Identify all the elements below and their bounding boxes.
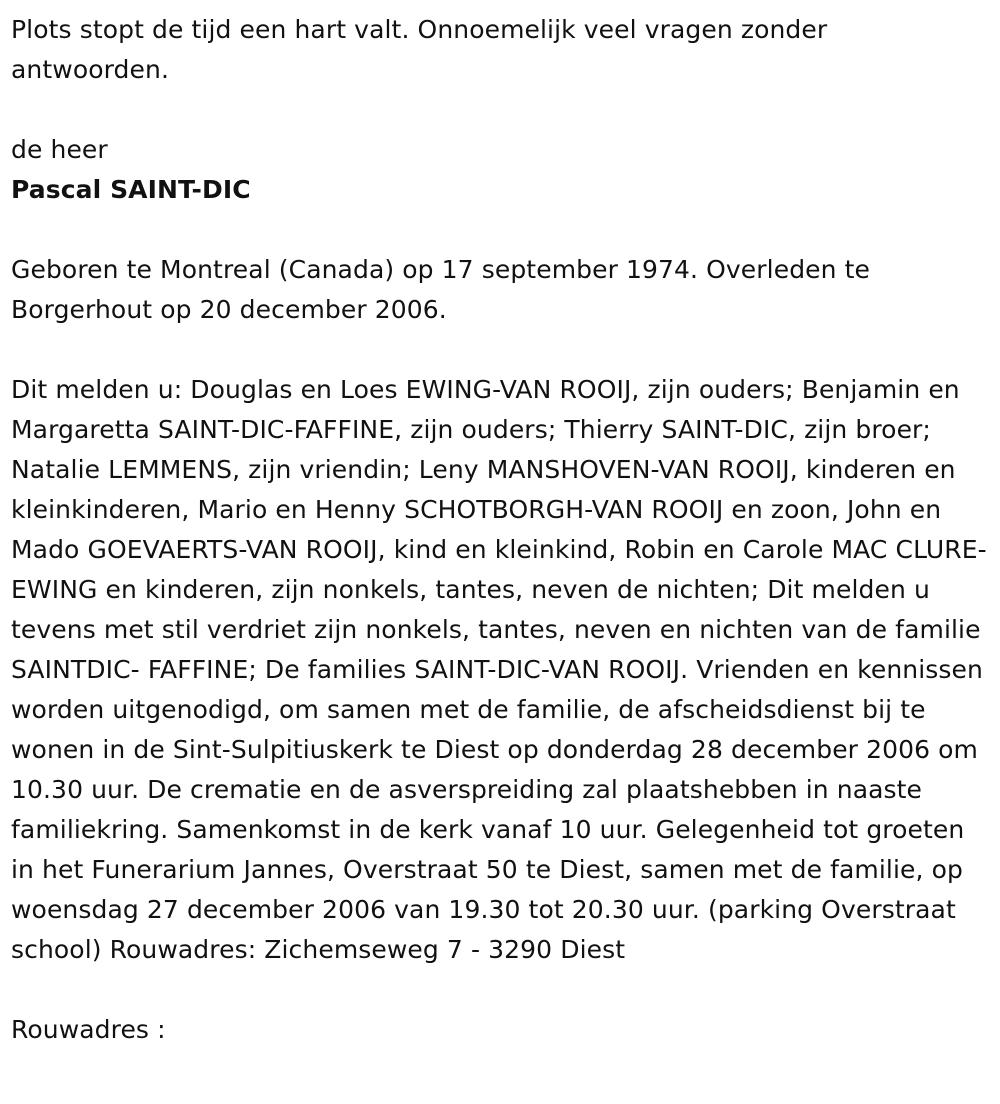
spacer [11, 210, 988, 250]
birth-death-text: Geboren te Montreal (Canada) op 17 september 1974. Overleden te Borgerhout op 20 december 2006. [11, 255, 871, 324]
spacer [11, 90, 988, 130]
announcement-text: Dit melden u: Douglas en Loes EWING-VAN ROOIJ, zijn ouders; Benjamin en Margaretta SAINT-DIC-FAFFINE, zijn ouders; Thierry SAINT-DIC, zijn broer; Natalie LEMMENS, zijn vriendin; Leny MANSHOVEN-VAN ROOIJ, kinderen en kleinkinderen, Mario en Henny SCHOTBORGH-VAN ROOIJ en zoon, John en Mado GOEVAERTS-VAN ROOIJ, kind en kleinkind, Robin en Carole MAC CLURE-EWING en kinderen, zijn nonkels, tantes, neven de nichten; Dit melden u tevens met stil verdriet zijn nonkels, tantes, neven en nichten van de familie SAINTDIC- FAFFINE; De families SAINT-DIC-VAN ROOIJ. Vrienden en kennissen worden uitgenodigd, om samen met de familie, de afscheidsdienst bij te wonen in de Sint-Sulpitiuskerk te Diest op donderdag 28 december 2006 om 10.30 uur. De crematie en de asverspreiding zal plaatshebben in naaste familiekring. Samenkomst in de kerk vanaf 10 uur. Gelegenheid tot groeten in het Funerarium Jannes, Overstraat 50 te Diest, samen met de familie, op woensdag 27 december 2006 van 19.30 tot 20.30 uur. (parking Overstraat school) Rouwadres: Zichemseweg 7 - 3290 Diest [11, 375, 987, 964]
spacer [11, 330, 988, 370]
intro-text: Plots stopt de tijd een hart valt. Onnoemelijk veel vragen zonder antwoorden. [11, 15, 828, 84]
deceased-name: Pascal SAINT-DIC [11, 175, 251, 204]
address-label: Rouwadres : [11, 1015, 166, 1044]
spacer [11, 970, 988, 1010]
salutation: de heer [11, 135, 108, 164]
